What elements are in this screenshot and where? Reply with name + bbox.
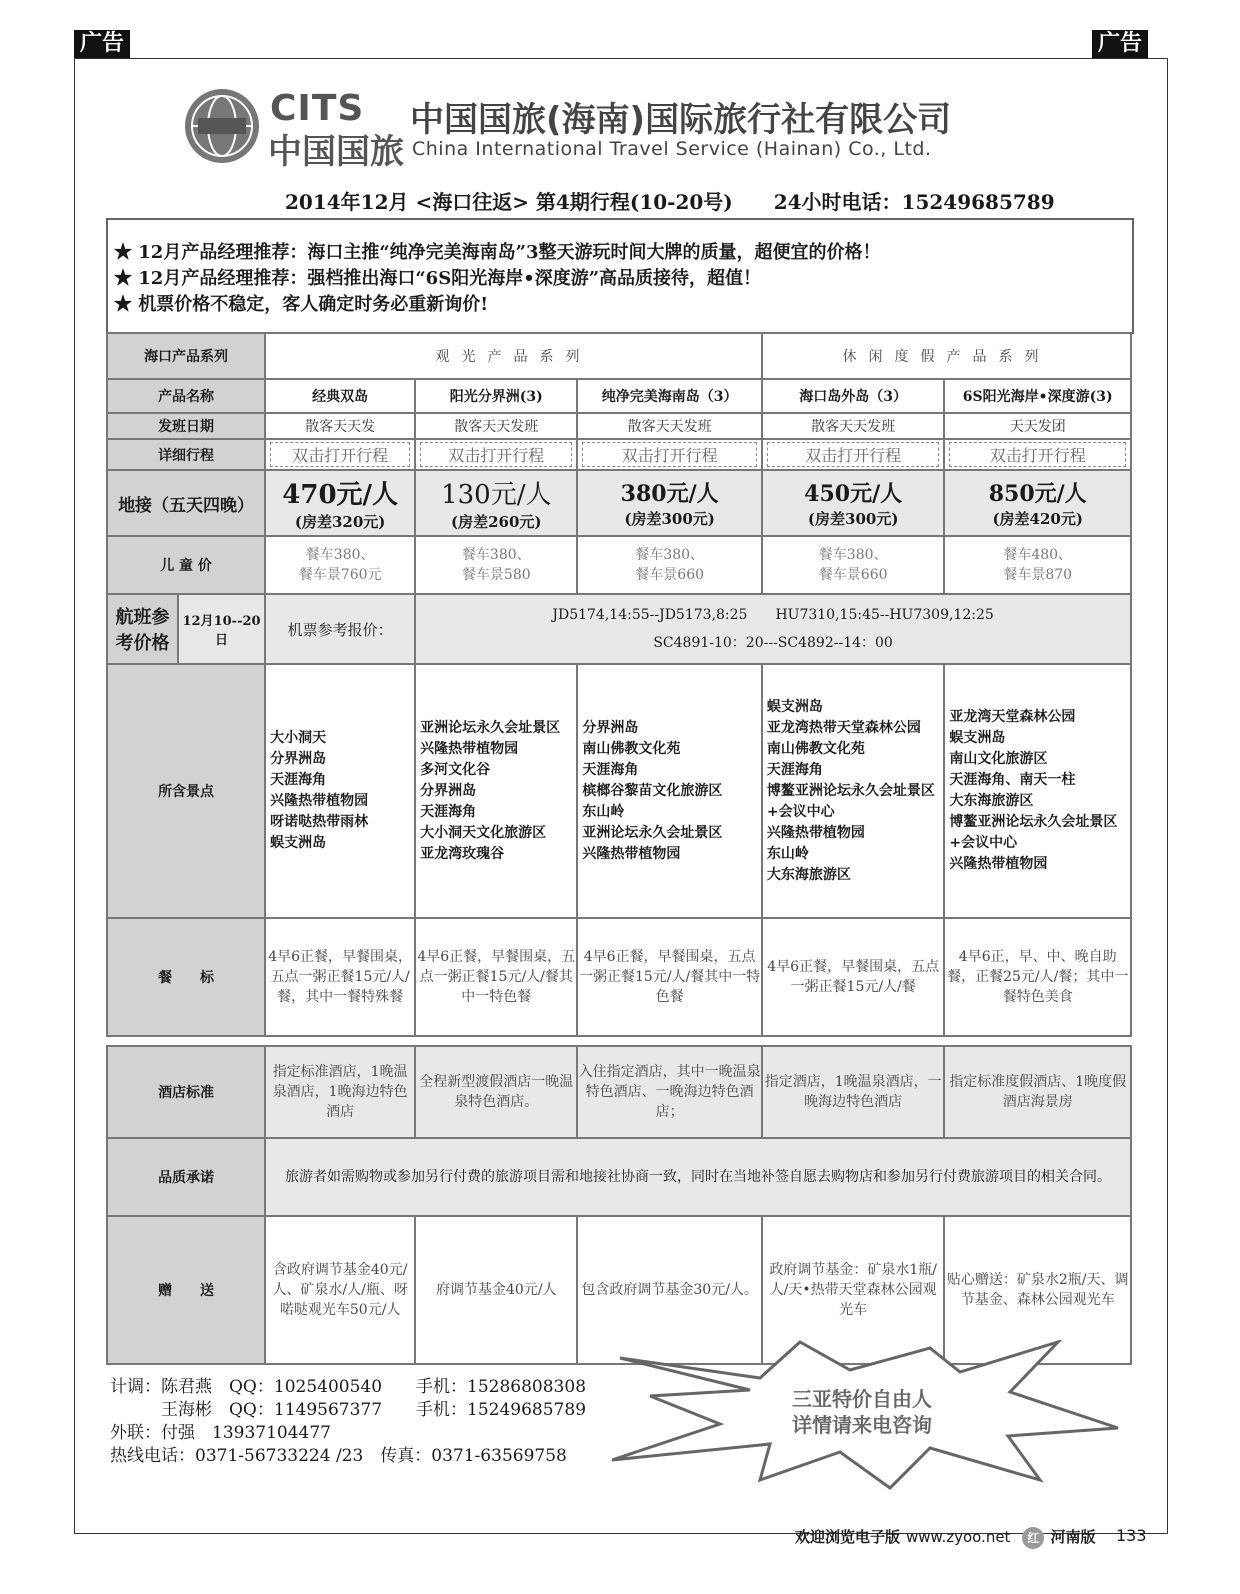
row-label-name: 产品名称 (107, 379, 265, 413)
series-leisure: 休闲度假产品系列 (762, 333, 1131, 379)
spot-item: 天涯海角 (582, 761, 639, 778)
flight-period: 12月10--20日 (178, 594, 265, 664)
spot-item: 多河文化谷 (420, 761, 491, 778)
spot-item: 大东海旅游区 (766, 866, 851, 883)
product-name: 经典双岛 (265, 379, 415, 413)
room-difference: (房差320元) (294, 513, 386, 531)
spot-item: 天涯海角 (420, 803, 477, 820)
price: 450元/人 (804, 481, 903, 507)
spot-item: 槟榔谷黎苗文化旅游区 (582, 782, 723, 799)
child-price-line: 餐车380、 (635, 547, 705, 563)
company-name-en: China International Travel Service (Hainan) Co., Ltd. (412, 138, 932, 160)
spot-item: 大东海旅游区 (949, 793, 1034, 809)
child-price-line: 餐车景760元 (298, 567, 382, 583)
footer-site-link[interactable]: www.zyoo.net (906, 1528, 1011, 1546)
contact-line: 外联：付强 13937104477 (110, 1423, 331, 1443)
spot-item: 亚洲论坛永久会址景区 (420, 719, 561, 736)
spot-item: 蜈支洲岛 (949, 730, 1006, 746)
open-itinerary-link[interactable]: 双击打开行程 (420, 442, 572, 467)
child-price-line: 餐车景580 (461, 567, 531, 583)
spots-list (415, 664, 577, 918)
child-price-line: 餐车380、 (818, 547, 888, 563)
departure-date: 散客天天发班 (415, 413, 577, 439)
product-name: 海口岛外岛（3） (762, 379, 944, 413)
gift: 贴心赠送：矿泉水2瓶/天、调节基金、森林公园观光车 (944, 1216, 1131, 1364)
row-label-detail: 详细行程 (107, 439, 265, 470)
spot-item: 南山佛教文化苑 (766, 740, 865, 757)
spot-item: 博鳌亚洲论坛永久会址景区+会议中心 (949, 814, 1118, 851)
recommendation-3: ★ 机票价格不稳定，客人确定时务必重新询价! (114, 294, 489, 315)
hotel-standard: 指定标准度假酒店、1晚度假酒店海景房 (944, 1046, 1131, 1138)
contact-line: 计调：陈君燕 QQ：1025400540 手机：15286808308 (110, 1377, 587, 1397)
product-name: 阳光分界洲(3) (415, 379, 577, 413)
product-table (106, 332, 1132, 1365)
brand-cits-cn: 中国国旅 (268, 132, 404, 172)
price: 470元/人 (282, 480, 399, 510)
open-itinerary-link[interactable]: 双击打开行程 (767, 442, 939, 467)
recommendation-2: ★ 12月产品经理推荐：强档推出海口“6S阳光海岸•深度游”高品质接待，超值！ (114, 268, 762, 289)
price: 130元/人 (441, 480, 552, 510)
spot-item: 大小洞天 (270, 730, 327, 746)
spot-item: 南山佛教文化苑 (582, 740, 681, 757)
spot-item: 天涯海角、南天一柱 (949, 772, 1076, 788)
meal-standard: 4早6正餐，早餐围桌，五点一粥正餐15元/人/餐其中一特色餐 (415, 918, 577, 1036)
gift: 包含政府调节基金30元/人。 (577, 1216, 762, 1364)
child-price-line: 餐车480、 (1003, 547, 1073, 563)
series-sightseeing: 观光产品系列 (265, 333, 762, 379)
page-footer (795, 1526, 1095, 1549)
spot-item: 蜈支洲岛 (270, 835, 327, 851)
spot-item: 兴隆热带植物园 (420, 740, 519, 757)
contact-line: 王海彬 QQ：1149567377 手机：15249685789 (110, 1400, 587, 1420)
spot-item: 亚洲论坛永久会址景区 (582, 824, 723, 841)
footer-welcome: 欢迎浏览电子版 (795, 1528, 901, 1546)
spot-item: 分界洲岛 (582, 719, 639, 736)
gift: 含政府调节基金40元/人、矿泉水/人/瓶、呀喏哒观光车50元/人 (265, 1216, 415, 1364)
departure-date: 天天发团 (944, 413, 1131, 439)
page-number: 133 (1116, 1526, 1147, 1545)
promo-line-2: 详情请来电咨询 (792, 1413, 932, 1437)
spot-item: 呀诺哒热带雨林 (270, 814, 369, 830)
recommendation-1: ★ 12月产品经理推荐：海口主推“纯净完美海南岛”3整天游玩时间大牌的质量，超便宜的价格！ (114, 242, 881, 263)
open-itinerary-link[interactable]: 双击打开行程 (949, 442, 1126, 467)
promo-text (792, 1386, 932, 1438)
flight-line-2: SC4891-10：20---SC4892--14：00 (653, 635, 893, 651)
spot-item: 大小洞天文化旅游区 (420, 824, 547, 841)
product-name: 6S阳光海岸•深度游(3) (944, 379, 1131, 413)
spot-item: 兴隆热带植物园 (582, 845, 681, 862)
spots-list (577, 664, 762, 918)
row-label-hotel: 酒店标准 (107, 1046, 265, 1138)
spot-item: 亚龙湾天堂森林公园 (949, 709, 1076, 725)
hotel-standard: 指定酒店，1晚温泉酒店，一晚海边特色酒店 (762, 1046, 944, 1138)
brand-cits-en: CITS (270, 88, 365, 129)
room-difference: (房差300元) (624, 510, 715, 528)
price: 850元/人 (988, 481, 1087, 507)
cits-globe-logo-icon (182, 86, 262, 166)
room-difference: (房差300元) (807, 510, 899, 528)
hong-badge-icon: 红 (1022, 1527, 1044, 1549)
spot-item: 兴隆热带植物园 (270, 793, 369, 809)
company-name-cn: 中国国旅(海南)国际旅行社有限公司 (410, 100, 952, 140)
flight-line-1: JD5174,14:55--JD5173,8:25 HU7310,15:45--HU7309,12:25 (552, 607, 994, 623)
open-itinerary-link[interactable]: 双击打开行程 (270, 442, 410, 467)
recommendation-box (106, 218, 1134, 334)
flight-reference-label: 机票参考报价： (265, 594, 415, 664)
row-label-promise: 品质承诺 (107, 1138, 265, 1216)
row-label-meal: 餐 标 (107, 918, 265, 1036)
open-itinerary-link[interactable]: 双击打开行程 (582, 442, 757, 467)
spot-item: 南山文化旅游区 (949, 751, 1048, 767)
row-label-spots: 所含景点 (107, 664, 265, 918)
ad-label-right: 广告 (1092, 30, 1148, 58)
spot-item: 分界洲岛 (420, 782, 477, 799)
row-label-child: 儿 童 价 (107, 536, 265, 594)
spot-item: 兴隆热带植物园 (766, 824, 865, 841)
spots-list (762, 664, 944, 918)
gift: 府调节基金40元/人 (415, 1216, 577, 1364)
hotline: 24小时电话：15249685789 (773, 190, 1055, 214)
row-label-gift: 赠 送 (107, 1216, 265, 1364)
spots-list (944, 664, 1131, 918)
spots-list (265, 664, 415, 918)
spot-item: 亚龙湾热带天堂森林公园 (766, 719, 921, 736)
spot-item: 兴隆热带植物园 (949, 856, 1048, 872)
room-difference: (房差420元) (992, 510, 1083, 528)
row-label-date: 发班日期 (107, 413, 265, 439)
gift: 政府调节基金：矿泉水1瓶/人/天•热带天堂森林公园观光车 (762, 1216, 944, 1364)
spot-item: 东山岭 (766, 845, 809, 862)
footer-edition: 河南版 (1050, 1528, 1096, 1546)
meal-standard: 4早6正餐，早餐围桌，五点一粥正餐15元/人/餐，其中一餐特殊餐 (265, 918, 415, 1036)
meal-standard: 4早6正，早、中、晚自助餐，正餐25元/人/餐；其中一餐特色美食 (944, 918, 1131, 1036)
product-name: 纯净完美海南岛（3） (577, 379, 762, 413)
ad-label-left: 广告 (74, 30, 130, 58)
headline (285, 186, 1089, 215)
row-label-price: 地接（五天四晚） (107, 470, 265, 536)
hotel-standard: 全程新型渡假酒店一晚温泉特色酒店。 (415, 1046, 577, 1138)
departure-date: 散客天天发班 (762, 413, 944, 439)
spot-item: 博鳌亚洲论坛永久会址景区+会议中心 (766, 782, 935, 820)
table-gap (107, 1036, 1131, 1046)
spot-item: 亚龙湾玫瑰谷 (420, 845, 505, 862)
child-price-line: 餐车景870 (1003, 567, 1073, 583)
spot-item: 东山岭 (582, 803, 625, 820)
departure-date: 散客天天发 (265, 413, 415, 439)
itinerary-title: 2014年12月 <海口往返> 第4期行程(10-20号) (285, 190, 733, 214)
contact-line: 热线电话：0371-56733224 /23 传真：0371-63569758 (110, 1446, 567, 1466)
child-price-line: 餐车景660 (635, 567, 705, 583)
hotel-standard: 指定标准酒店，1晚温泉酒店，1晚海边特色酒店 (265, 1046, 415, 1138)
quality-promise: 旅游者如需购物或参加另行付费的旅游项目需和地接社协商一致，同时在当地补签自愿去购物店和参加另行付费旅游项目的相关合同。 (265, 1138, 1131, 1216)
price: 380元/人 (620, 481, 719, 507)
hotel-standard: 入住指定酒店，其中一晚温泉特色酒店、一晚海边特色酒店； (577, 1046, 762, 1138)
departure-date: 散客天天发班 (577, 413, 762, 439)
meal-standard: 4早6正餐，早餐围桌，五点一粥正餐15元/人/餐 (762, 918, 944, 1036)
promo-line-1: 三亚特价自由人 (792, 1387, 932, 1411)
spot-item: 天涯海角 (766, 761, 823, 778)
child-price-line: 餐车景660 (818, 567, 888, 583)
contacts (110, 1376, 586, 1468)
room-difference: (房差260元) (451, 513, 542, 531)
series-label: 海口产品系列 (107, 333, 265, 379)
meal-standard: 4早6正餐，早餐围桌，五点一粥正餐15元/人/餐其中一特色餐 (577, 918, 762, 1036)
spot-item: 分界洲岛 (270, 751, 327, 767)
row-label-flight: 航班参考价格 (107, 594, 178, 664)
spot-item: 天涯海角 (270, 772, 327, 788)
child-price-line: 餐车380、 (461, 547, 531, 563)
spot-item: 蜈支洲岛 (766, 698, 823, 715)
child-price-line: 餐车380、 (305, 547, 375, 563)
